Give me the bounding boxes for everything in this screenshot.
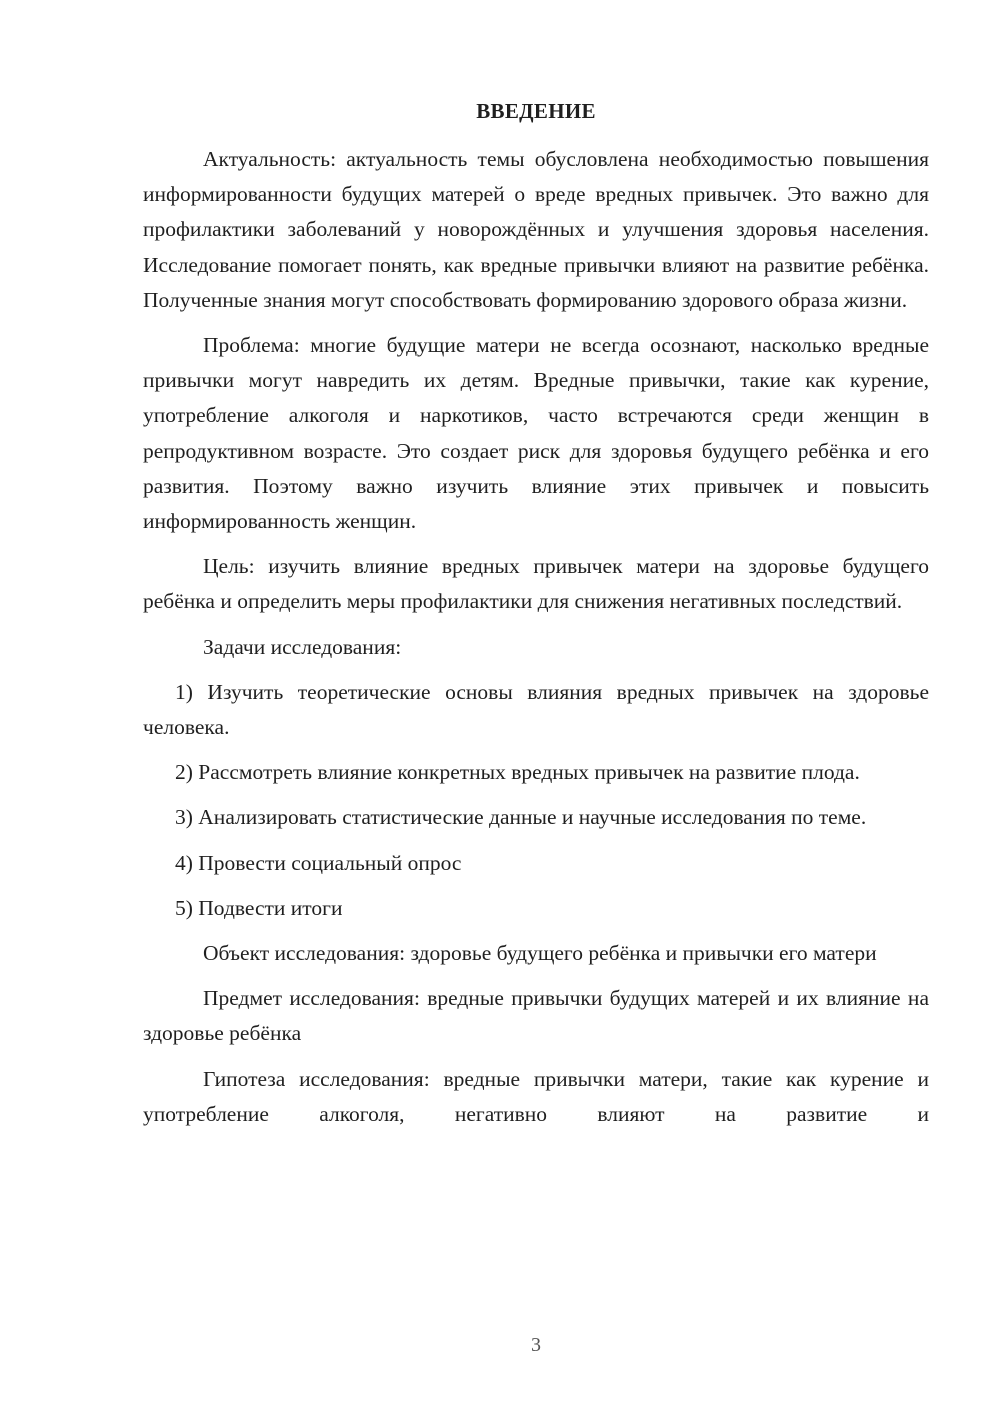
page-number: 3 bbox=[531, 1334, 541, 1356]
task-item-1: 1) Изучить теоретические основы влияния вредных привычек на здоровье человека. bbox=[143, 679, 929, 740]
tasks-heading: Задачи исследования: bbox=[203, 634, 402, 659]
document-body bbox=[143, 142, 929, 1132]
task-item-2: 2) Рассмотреть влияние конкретных вредных привычек на развитие плода. bbox=[175, 760, 860, 785]
paragraph-problem: Проблема: многие будущие матери не всегда осознают, насколько вредные привычки могут навредить их детям. Вредные привычки, такие как курение, употребление алкоголя и наркотиков, часто встречаются среди женщин в репродуктивном возрасте. Это создает риск для здоровья будущего ребёнка и его развития. Поэтому важно изучить влияние этих привычек и повысить информированность женщин. bbox=[143, 333, 929, 534]
paragraph-subject: Предмет исследования: вредные привычки будущих матерей и их влияние на здоровье ребёнка bbox=[143, 986, 929, 1046]
task-item-5: 5) Подвести итоги bbox=[175, 895, 343, 920]
paragraph-relevance: Актуальность: актуальность темы обусловлена необходимостью повышения информированности будущих матерей о вреде вредных привычек. Это важно для профилактики заболеваний у новорождённых и улучшения здоровья населения. Исследование помогает понять, как вредные привычки влияют на развитие ребёнка. Полученные знания могут способствовать формированию здорового образа жизни. bbox=[143, 147, 929, 312]
paragraph-goal: Цель: изучить влияние вредных привычек матери на здоровье будущего ребёнка и определить меры профилактики для снижения негативных последствий. bbox=[143, 554, 929, 614]
paragraph-hypothesis: Гипотеза исследования: вредные привычки матери, такие как курение и употребление алкоголя, негативно влияют на развитие и bbox=[143, 1066, 929, 1126]
task-item-4: 4) Провести социальный опрос bbox=[175, 850, 462, 875]
task-item-3: 3) Анализировать статистические данные и научные исследования по теме. bbox=[175, 805, 867, 830]
paragraph-object: Объект исследования: здоровье будущего ребёнка и привычки его матери bbox=[203, 941, 877, 966]
page-title: ВВЕДЕНИЕ bbox=[476, 99, 596, 123]
